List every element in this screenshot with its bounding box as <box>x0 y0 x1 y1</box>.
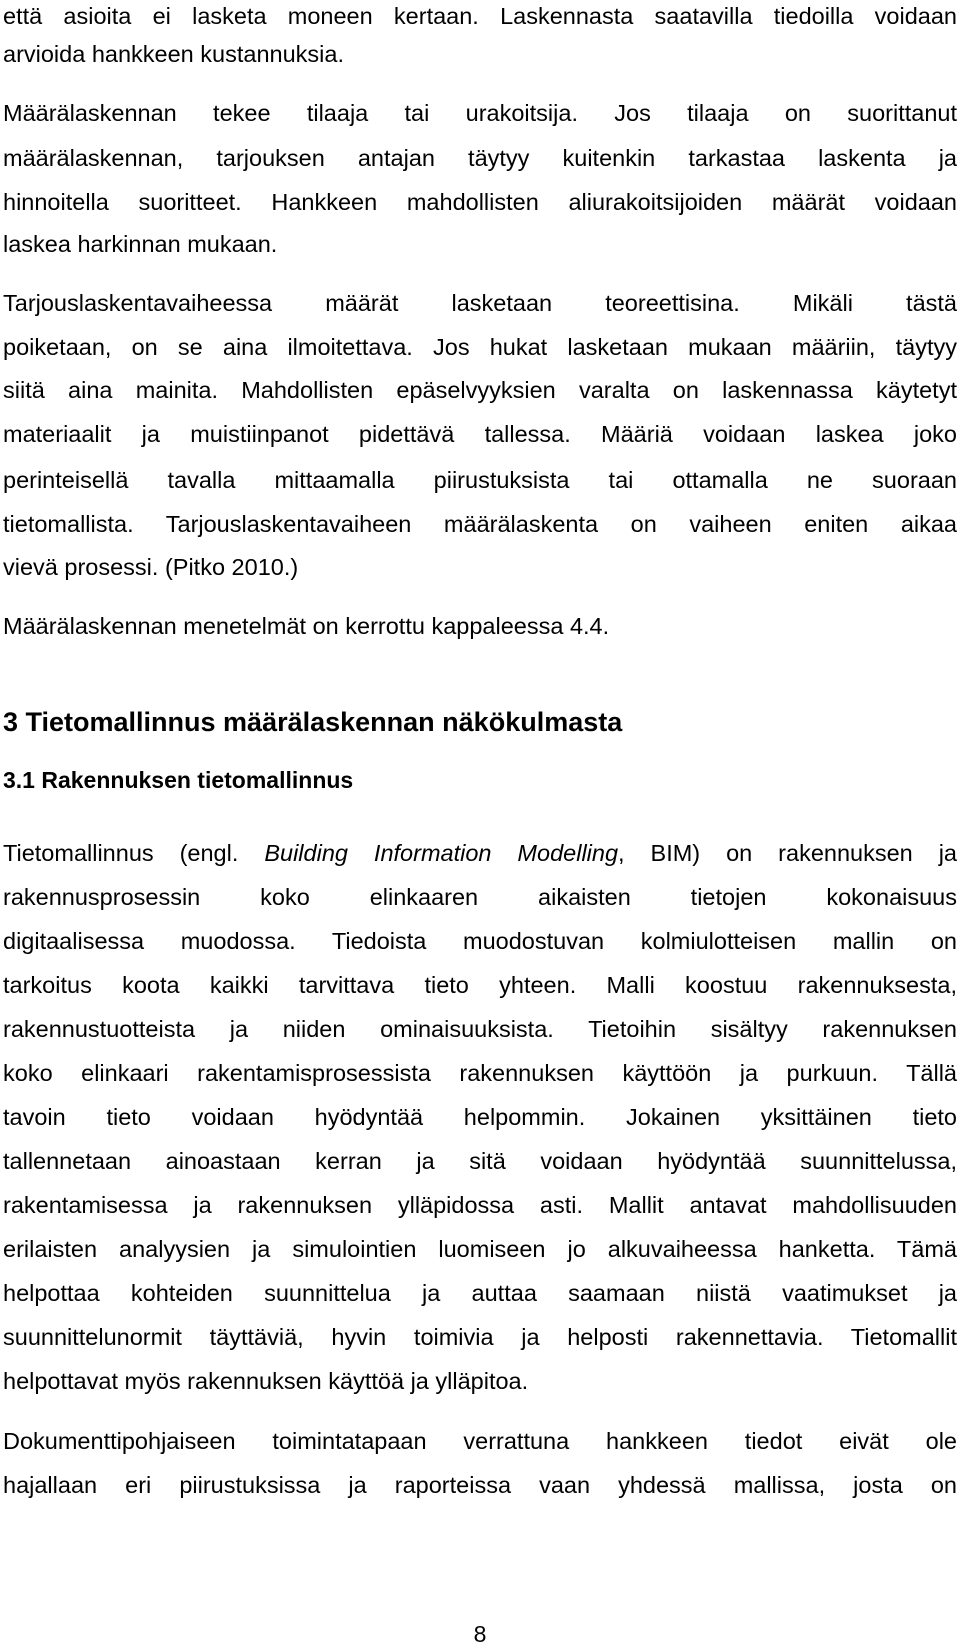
paragraph-line: digitaalisessa muodossa. Tiedoista muodostuvan kolmiulotteisen mallin on <box>3 928 957 954</box>
paragraph-line: poiketaan, on se aina ilmoitettava. Jos hukat lasketaan mukaan määriin, täytyy <box>3 334 957 360</box>
chapter-heading: 3 Tietomallinnus määrälaskennan näkökulmasta <box>3 707 623 737</box>
paragraph-line: laskea harkinnan mukaan. <box>3 231 278 257</box>
paragraph-line: tietomallista. Tarjouslaskentavaiheen määrälaskenta on vaiheen eniten aikaa <box>3 511 957 537</box>
paragraph-line: että asioita ei lasketa moneen kertaan. Laskennasta saatavilla tiedoilla voidaan <box>3 3 957 29</box>
paragraph-line: materiaalit ja muistiinpanot pidettävä tallessa. Määriä voidaan laskea joko <box>3 421 957 447</box>
paragraph-line: Määrälaskennan menetelmät on kerrottu kappaleessa 4.4. <box>3 613 610 639</box>
paragraph-line: helpottavat myös rakennuksen käyttöä ja ylläpitoa. <box>3 1368 529 1394</box>
paragraph-line: rakentamisessa ja rakennuksen ylläpidossa asti. Mallit antavat mahdollisuuden <box>3 1192 957 1218</box>
text-run: , BIM) on rakennuksen ja <box>618 840 957 866</box>
paragraph-line: helpottaa kohteiden suunnittelua ja auttaa saamaan niistä vaatimukset ja <box>3 1280 957 1306</box>
paragraph-line: Dokumenttipohjaiseen toimintatapaan verrattuna hankkeen tiedot eivät ole <box>3 1428 957 1454</box>
paragraph-line: siitä aina mainita. Mahdollisten epäselvyyksien varalta on laskennassa käytetyt <box>3 377 957 403</box>
page-number: 8 <box>473 1621 487 1647</box>
paragraph-line: koko elinkaari rakentamisprosessista rakennuksen käyttöön ja purkuun. Tällä <box>3 1060 957 1086</box>
paragraph-line: tarkoitus koota kaikki tarvittava tieto yhteen. Malli koostuu rakennuksesta, <box>3 972 957 998</box>
section-heading: 3.1 Rakennuksen tietomallinnus <box>3 767 354 793</box>
text-run: Tietomallinnus (engl. <box>3 840 265 866</box>
paragraph-line: Määrälaskennan tekee tilaaja tai urakoitsija. Jos tilaaja on suorittanut <box>3 100 957 126</box>
paragraph-line: Tarjouslaskentavaiheessa määrät lasketaan teoreettisina. Mikäli tästä <box>3 290 957 316</box>
paragraph-line: hinnoitella suoritteet. Hankkeen mahdollisten aliurakoitsijoiden määrät voidaan <box>3 189 957 215</box>
paragraph-line: tallennetaan ainoastaan kerran ja sitä voidaan hyödyntää suunnittelussa, <box>3 1148 957 1174</box>
paragraph-line: suunnittelunormit täyttäviä, hyvin toimivia ja helposti rakennettavia. Tietomallit <box>3 1324 957 1350</box>
paragraph-line: vievä prosessi. (Pitko 2010.) <box>3 554 299 580</box>
paragraph-line: rakennustuotteista ja niiden ominaisuuksista. Tietoihin sisältyy rakennuksen <box>3 1016 957 1042</box>
paragraph-line: hajallaan eri piirustuksissa ja raporteissa vaan yhdessä mallissa, josta on <box>3 1472 957 1498</box>
paragraph-line: erilaisten analyysien ja simulointien luomiseen jo alkuvaiheessa hanketta. Tämä <box>3 1236 957 1262</box>
italic-term: Building Information Modelling <box>264 840 619 866</box>
paragraph-line: tavoin tieto voidaan hyödyntää helpommin. Jokainen yksittäinen tieto <box>3 1104 957 1130</box>
paragraph-line <box>3 839 957 867</box>
paragraph-line: rakennusprosessin koko elinkaaren aikaisten tietojen kokonaisuus <box>3 884 957 910</box>
paragraph-line: arvioida hankkeen kustannuksia. <box>3 41 344 67</box>
paragraph-line: perinteisellä tavalla mittaamalla piirustuksista tai ottamalla ne suoraan <box>3 467 957 493</box>
paragraph-line: määrälaskennan, tarjouksen antajan täytyy kuitenkin tarkastaa laskenta ja <box>3 145 957 171</box>
